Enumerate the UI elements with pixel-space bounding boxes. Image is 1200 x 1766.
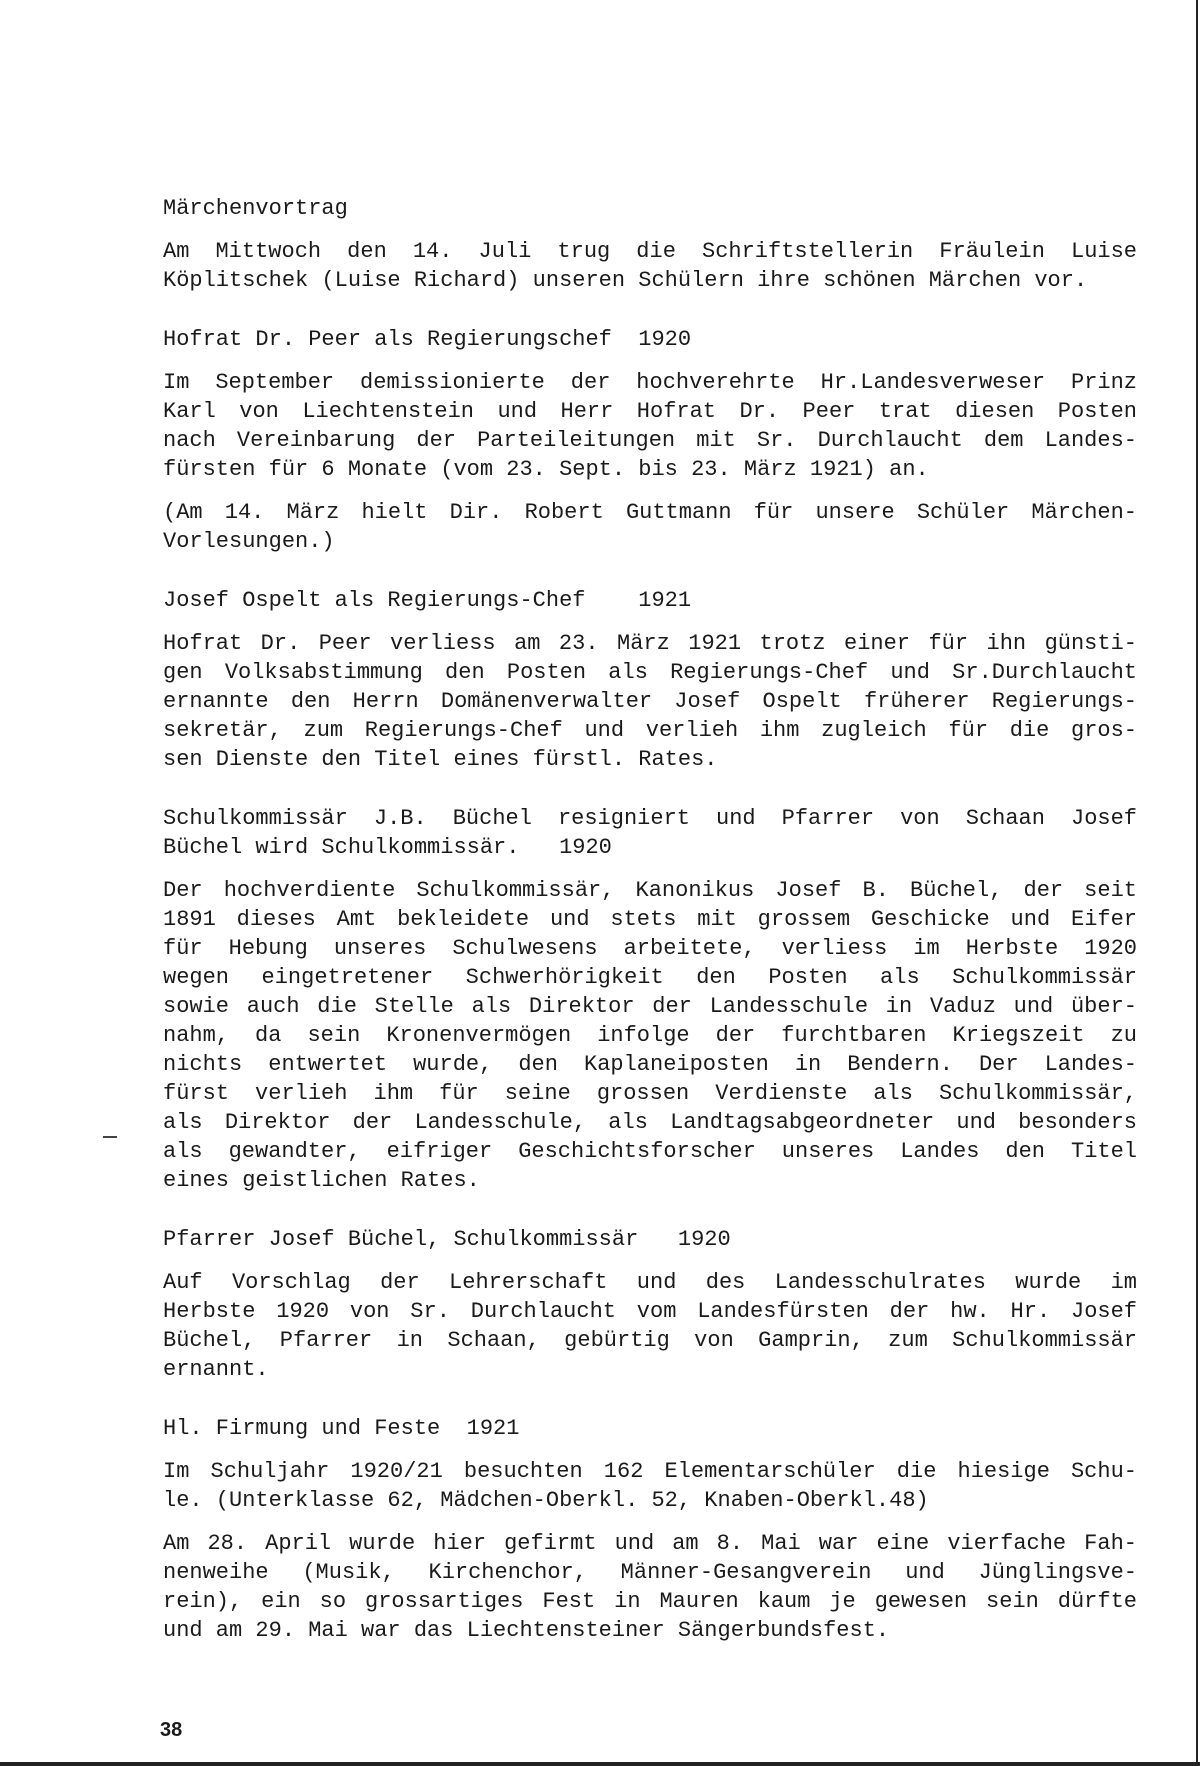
text-line: Im September demissionierte der hochverehrte Hr.Landesverweser Prinz <box>163 370 1137 395</box>
paragraph <box>163 498 1137 556</box>
text-line: Der hochverdiente Schulkommissär, Kanonikus Josef B. Büchel, der seit <box>163 878 1137 903</box>
paragraph <box>163 1268 1137 1384</box>
scan-edge-bottom <box>0 1762 1200 1766</box>
section-heading: Josef Ospelt als Regierungs-Chef 1921 <box>163 588 692 613</box>
section-heading: Pfarrer Josef Büchel, Schulkommissär 1920 <box>163 1227 731 1252</box>
text-line: Vorlesungen.) <box>163 529 335 554</box>
text-line: nenweihe (Musik, Kirchenchor, Männer-Gesangverein und Jünglingsve- <box>163 1560 1137 1585</box>
text-line: Am Mittwoch den 14. Juli trug die Schriftstellerin Fräulein Luise <box>163 239 1137 264</box>
section-heading: Märchenvortrag <box>163 196 348 221</box>
paragraph <box>163 629 1137 774</box>
page-number: 38 <box>160 1719 183 1741</box>
text-line: Hofrat Dr. Peer verliess am 23. März 1921 trotz einer für ihn günsti- <box>163 631 1137 656</box>
text-line: nahm, da sein Kronenvermögen infolge der furchtbaren Kriegszeit zu <box>163 1023 1137 1048</box>
text-line: und am 29. Mai war das Liechtensteiner Sängerbundsfest. <box>163 1618 890 1643</box>
text-line: Auf Vorschlag der Lehrerschaft und des Landesschulrates wurde im <box>163 1270 1137 1295</box>
section-pfarrer-buechel <box>163 1225 1137 1384</box>
text-line: gen Volksabstimmung den Posten als Regierungs-Chef und Sr.Durchlaucht <box>163 660 1137 685</box>
section-ospelt <box>163 586 1137 774</box>
text-line: ernannt. <box>163 1357 269 1382</box>
text-line: 1891 dieses Amt bekleidete und stets mit grossem Geschicke und Eifer <box>163 907 1137 932</box>
text-line: eines geistlichen Rates. <box>163 1168 480 1193</box>
paragraph <box>163 1457 1137 1515</box>
margin-mark <box>103 1136 117 1138</box>
text-line: sen Dienste den Titel eines fürstl. Rates. <box>163 747 718 772</box>
text-line: als gewandter, eifriger Geschichtsforscher unseres Landes den Titel <box>163 1139 1137 1164</box>
text-line: le. (Unterklasse 62, Mädchen-Oberkl. 52, Knaben-Oberkl.48) <box>163 1488 929 1513</box>
text-line: für Hebung unseres Schulwesens arbeitete, verliess im Herbste 1920 <box>163 936 1137 961</box>
heading-line: Büchel wird Schulkommissär. 1920 <box>163 835 612 860</box>
text-line: sekretär, zum Regierungs-Chef und verlieh ihm zugleich für die gros- <box>163 718 1137 743</box>
text-line: (Am 14. März hielt Dir. Robert Guttmann für unsere Schüler Märchen- <box>163 500 1137 525</box>
text-line: Am 28. April wurde hier gefirmt und am 8. Mai war eine vierfache Fah- <box>163 1531 1137 1556</box>
section-heading: Hofrat Dr. Peer als Regierungschef 1920 <box>163 327 692 352</box>
paragraph <box>163 368 1137 484</box>
text-line: Im Schuljahr 1920/21 besuchten 162 Elementarschüler die hiesige Schu- <box>163 1459 1137 1484</box>
text-line: als Direktor der Landesschule, als Landtagsabgeordneter und besonders <box>163 1110 1137 1135</box>
text-line: Köplitschek (Luise Richard) unseren Schülern ihre schönen Märchen vor. <box>163 268 1088 293</box>
text-line: Karl von Liechtenstein und Herr Hofrat Dr. Peer trat diesen Posten <box>163 399 1137 424</box>
text-line: Büchel, Pfarrer in Schaan, gebürtig von Gamprin, zum Schulkommissär <box>163 1328 1137 1353</box>
paragraph <box>163 876 1137 1195</box>
section-firmung-feste <box>163 1414 1137 1645</box>
section-schulkommissaer-buechel <box>163 804 1137 1195</box>
paragraph <box>163 1529 1137 1645</box>
text-line: Herbste 1920 von Sr. Durchlaucht vom Landesfürsten der hw. Hr. Josef <box>163 1299 1137 1324</box>
heading-line: Schulkommissär J.B. Büchel resigniert und Pfarrer von Schaan Josef <box>163 806 1137 831</box>
section-heading <box>163 804 1137 862</box>
document-body <box>163 194 1137 1659</box>
text-line: ernannte den Herrn Domänenverwalter Josef Ospelt früherer Regierungs- <box>163 689 1137 714</box>
scan-edge-right <box>1196 0 1198 1766</box>
section-heading: Hl. Firmung und Feste 1921 <box>163 1416 520 1441</box>
text-line: nichts entwertet wurde, den Kaplaneiposten in Bendern. Der Landes- <box>163 1052 1137 1077</box>
section-hofrat-peer <box>163 325 1137 556</box>
text-line: wegen eingetretener Schwerhörigkeit den Posten als Schulkommissär <box>163 965 1137 990</box>
section-maerchenvortrag <box>163 194 1137 295</box>
text-line: rein), ein so grossartiges Fest in Mauren kaum je gewesen sein dürfte <box>163 1589 1137 1614</box>
text-line: fürsten für 6 Monate (vom 23. Sept. bis 23. März 1921) an. <box>163 457 929 482</box>
text-line: fürst verlieh ihm für seine grossen Verdienste als Schulkommissär, <box>163 1081 1137 1106</box>
paragraph <box>163 237 1137 295</box>
text-line: nach Vereinbarung der Parteileitungen mit Sr. Durchlaucht dem Landes- <box>163 428 1137 453</box>
text-line: sowie auch die Stelle als Direktor der Landesschule in Vaduz und über- <box>163 994 1137 1019</box>
